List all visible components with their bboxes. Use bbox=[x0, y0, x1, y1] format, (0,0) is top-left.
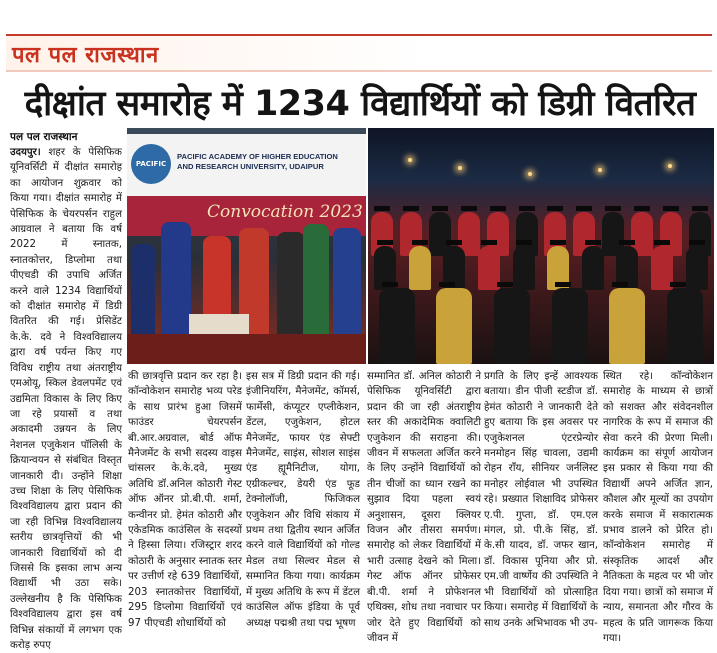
person-figure bbox=[161, 222, 191, 340]
dateline: उदयपुर। bbox=[10, 147, 41, 158]
convocation-banner-text: Convocation 2023 bbox=[207, 202, 363, 222]
person-figure bbox=[277, 232, 305, 340]
stage-light bbox=[598, 168, 602, 172]
article-column-6: स्थित रहे। कॉन्वोकेशन समारोह के माध्यम से छात्रों को सशक्त और संवेदनशील नागरिक के रूप में समाज की सेवा करने की प्रेरणा मिली। कार्यक्रम का संपूर्ण आयोजन इस प्रकार से किया गया की विद्यार्थी अपने अर्जित ज्ञान, कौशल और मूल्यों का उपयोग करके समाज में सकारात्मक प्रभाव डालने को प्रेरित हो। कॉन्वोकेशन समारोह में संस्कृतिक आदर्श और नैतिकता के महत्व पर भी जोर दिया गया। छात्रों को समाज में न्याय, समानता और गौरव के महत्व के प्रति जागरूक किया गया। bbox=[603, 371, 713, 644]
banner-line-1: PACIFIC ACADEMY OF HIGHER EDUCATION bbox=[177, 152, 338, 161]
audience-row bbox=[368, 246, 714, 290]
stage-light bbox=[528, 172, 532, 176]
byline-block bbox=[10, 130, 122, 146]
stage-light bbox=[408, 158, 412, 162]
article-column-4: सम्मानित डॉ. अनिल कोठारी ने पेसिफिक यूनिवर्सिटी द्वारा प्रदान की जा रही अंतराष्ट्रीय स्तर की अकादेमिक क्वालिटी एजुकेशन की सराहना की। जीवन में सफलता अर्जित करने के लिए उन्होंने विद्यार्थियों को तीन चीजों का ध्यान रखने का सुझाव दिया पहला स्वयं अनुशासन, दूसरा क्लियर विजन और तीसरा समर्पण। समारोह को लेकर विद्यार्थियों में भारी उत्साह देखने को मिला। गेस्ट ऑफ ऑनर प्रोफेसर बी.पी. शर्मा ने प्रोफेशनल एथिक्स, शोध तथा नवाचार पर जोर देते हुए विद्यार्थियों को जीवन में bbox=[367, 371, 481, 644]
banner-line-2: AND RESEARCH UNIVERSITY, UDAIPUR bbox=[177, 162, 324, 171]
stage-light bbox=[458, 166, 462, 170]
article-column-3: इस सत्र में डिग्री प्रदान की गई। इंजीनियरिंग, मैनेजमेंट, कॉमर्स, फार्मेसी, कंप्यूटर एप्लीकेशन, डेंटल, एजुकेशन, होटल मैनेजमेंट, फायर एंड सेफ्टी मैनेजमेंट, साइंस, सोशल साइंस एंड ह्यूमैनिटीज, योगा, एग्रीकल्चर, डेयरी एंड फूड टेक्नोलॉजी, फिजिकल एजुकेशन और विधि संकाय में प्रथम तथा द्वितीय स्थान अर्जित करने वाले विद्यार्थियों को गोल्ड मेडल तथा सिल्वर मेडल से सम्मानित किया गया। कार्यक्रम में मुख्य अतिथि के रूप में डेंटल काउंसिल ऑफ इंडिया के पूर्व अध्यक्ष पद्मश्री तथा पद्म भूषण bbox=[246, 371, 360, 629]
banner-text bbox=[177, 152, 362, 172]
stage-floor bbox=[127, 334, 366, 364]
person-figure bbox=[131, 244, 155, 340]
article-column-2: की छात्रवृत्ति प्रदान कर रहा है। कॉन्वोकेशन समारोह भव्य परेड के साथ प्रारंभ हुआ जिसमें फाउंडर चेयरपर्सन बी.आर.अग्रवाल, बोर्ड ऑफ मैनेजमेंट के सभी सदस्य वाइस चांसलर के.के.दवे, मुख्य अतिथि डॉ.अनिल कोठारी गेस्ट ऑफ ऑनर प्रो.बी.पी. शर्मा, कन्वीनर प्रो. हेमंत कोठारी और एकेडमिक काउंसिल के सदस्यों ने हिस्सा लिया। रजिस्ट्रार शरद कोठारी के अनुसार स्नातक स्तर पर उत्तीर्ण रहे 639 विद्यार्थियों, 203 स्नातकोत्तर विद्यार्थियों, 295 डिप्लोमा विद्यार्थियों एवं 97 पीएचडी शोधार्थियों को bbox=[128, 371, 242, 629]
headline: दीक्षांत समारोह में 1234 विद्यार्थियों को डिग्री वितरित bbox=[24, 84, 696, 124]
masthead bbox=[6, 34, 712, 72]
stage-light bbox=[668, 164, 672, 168]
stage-banner bbox=[127, 134, 366, 196]
masthead-title: पल पल राजस्थान bbox=[12, 43, 159, 68]
byline: पल पल राजस्थान bbox=[10, 131, 78, 143]
person-figure bbox=[333, 228, 361, 340]
article-column-1-text: शहर के पेसिफिक यूनिवर्सिटी में दीक्षांत समारोह का आयोजन शुक्रवार को किया गया। दीक्षांत समारोह में पेसिफिक के चेयरपर्सन राहुल आग्रवाल ने बताया कि वर्ष 2022 में स्नातक, स्नातकोत्तर, डिप्लोमा तथा पीएचडी की उपाधि अर्जित करने वाले 1234 विद्यार्थियों को दीक्षांत समारोह में डिग्री वितरित की गई। प्रेसिडेंट के.के. दवे ने विश्वविद्यालय द्वारा वर्ष पर्यन्त किए गए विविध राष्ट्रीय तथा अंतराष्ट्रीय एमओयू, स्किल डेवलपमेंट एवं उद्यमिता विकास के लिए किए जा रहे प्रयासों व तथा अकादमी उन्नयन के लिए नेशनल एजुकेशन पॉलिसी के क्रियान्वयन से संबंधित विस्तृत जानकारी दी। उन्होंने शिक्षा उच्च शिक्षा के लिए पेसिफिक विश्वविद्यालय द्वारा प्रदान की जा रही विभिन्न विश्वविद्यालय स्तरीय छात्रवृत्तियों की भी जानकारी विद्यार्थियों को दी जिससे कि इसका लाभ अन्य विद्यार्थी भी उठा सके। उल्लेखनीय है कि पेसिफिक विश्वविद्यालय द्वारा इस वर्ष विभिन्न संकायों में लगभग एक करोड़ रुपए bbox=[10, 147, 122, 651]
masthead-divider bbox=[6, 70, 712, 72]
article-column-1 bbox=[10, 145, 122, 651]
photo-graduates-audience bbox=[368, 128, 714, 364]
photo-convocation-stage bbox=[127, 128, 366, 364]
audience-row bbox=[368, 288, 714, 364]
university-logo: PACIFIC bbox=[131, 144, 171, 184]
person-figure bbox=[303, 224, 329, 340]
article-column-5: प्रगति के लिए इन्हें आवश्यक बताया। डीन पीजी स्टडीज डॉ. हेमंत कोठारी ने जानकारी देते हुए बताया कि इस अवसर पर एजुकेशनल एंटरप्रेन्योर मनमोहन सिंह चावला, उद्यमी रोहन राँय, सीनियर जर्नलिस्ट मनोहर लोईवाल भी उपस्थित रहे। प्रख्यात शिक्षाविद प्रोफेसर ए.पी. गुप्ता, डॉ. एम.एल मंगल, प्रो. पी.के सिंह, डॉ. के.सी यादव, डॉ. जफर खान, डॉ. विकास पूनिया और प्रो. एम.जी वार्ष्णेय की उपस्थिति ने भी विद्यार्थियों को प्रोत्साहित किया। समारोह में विद्यार्थियों के साथ उनके अभिभावक भी उप- bbox=[484, 371, 598, 629]
